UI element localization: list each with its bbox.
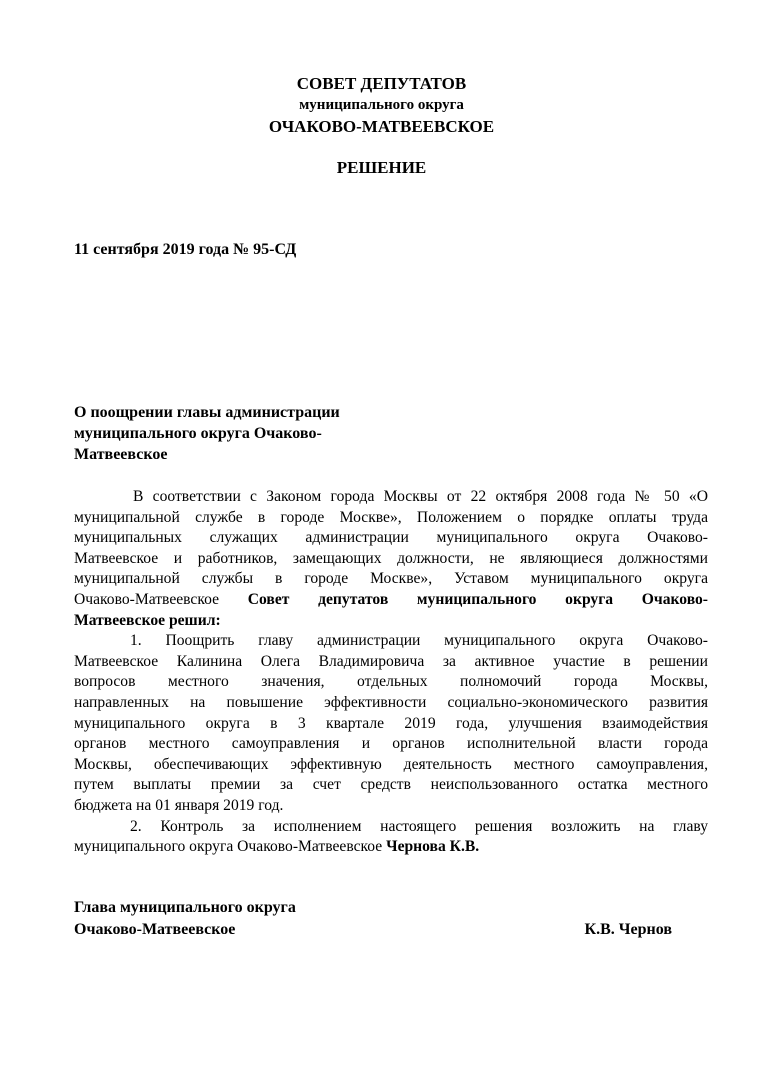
signatory-name: К.В. Чернов — [584, 921, 672, 938]
item-1-line: органов местного самоуправления и органов исполнительной власти города — [74, 735, 708, 753]
item-1-line: муниципального округа в 3 квартале 2019 года, улучшения взаимодействия — [74, 714, 708, 732]
item-1-line: 1. Поощрить главу администрации муниципального округа Очаково- — [130, 632, 708, 650]
district-name: ОЧАКОВО-МАТВЕЕВСКОЕ — [268, 117, 495, 136]
item-1-line: Матвеевское Калинина Олега Владимировича за активное участие в решении — [74, 652, 708, 670]
item-2-line: 2. Контроль за исполнением настоящего решения возложить на главу — [130, 817, 708, 835]
district-subtitle: муниципального округа — [299, 97, 464, 113]
date-and-number: 11 сентября 2019 года № 95-СД — [74, 241, 297, 258]
preamble-line: Матвеевское и работников, замещающих должности, не являющиеся должностями — [74, 549, 708, 567]
subject-line: муниципального округа Очаково- — [74, 425, 322, 442]
item-1-line: вопросов местного значения, отдельных полномочий города Москвы, — [74, 673, 708, 691]
responsible-person: Чернова К.В. — [386, 838, 480, 856]
council-decided-text: Совет депутатов муниципального округа Очаково- — [247, 590, 708, 608]
preamble-line: муниципальных служащих администрации муниципального округа Очаково- — [74, 529, 708, 547]
preamble-line: муниципальной службы в городе Москве», Уставом муниципального округа — [74, 570, 708, 588]
preamble-line: В соответствии с Законом города Москвы от 22 октября 2008 года № 50 «О — [133, 488, 708, 505]
item-1-line: путем выплаты премии за счет средств неиспользованного остатка местного — [74, 776, 708, 794]
council-decided-text: Матвеевское решил: — [74, 611, 221, 629]
item-1-line: Москвы, обеспечивающих эффективную деятельность местного самоуправления, — [74, 755, 708, 773]
item-1-line: бюджета на 01 января 2019 год. — [74, 796, 284, 814]
decision-body — [74, 487, 708, 858]
signature-block — [74, 897, 672, 941]
signatory-position: Очаково-Матвеевское — [74, 921, 236, 938]
subject-line: О поощрении главы администрации — [74, 404, 340, 421]
signatory-position: Глава муниципального округа — [74, 899, 296, 916]
decision-subject — [74, 402, 340, 465]
document-type-title: РЕШЕНИЕ — [336, 158, 427, 177]
item-2-line — [74, 837, 708, 858]
preamble-text: Очаково-Матвеевское — [74, 590, 248, 608]
subject-line: Матвеевское — [74, 446, 168, 463]
preamble-line: муниципальной службе в городе Москве», Положением о порядке оплаты труда — [74, 508, 708, 526]
preamble-line — [74, 590, 708, 611]
item-2-text: муниципального округа Очаково-Матвеевское — [74, 838, 387, 856]
item-1-line: направленных на повышение эффективности социально-экономического развития — [74, 693, 708, 711]
council-title: СОВЕТ ДЕПУТАТОВ — [296, 74, 467, 93]
